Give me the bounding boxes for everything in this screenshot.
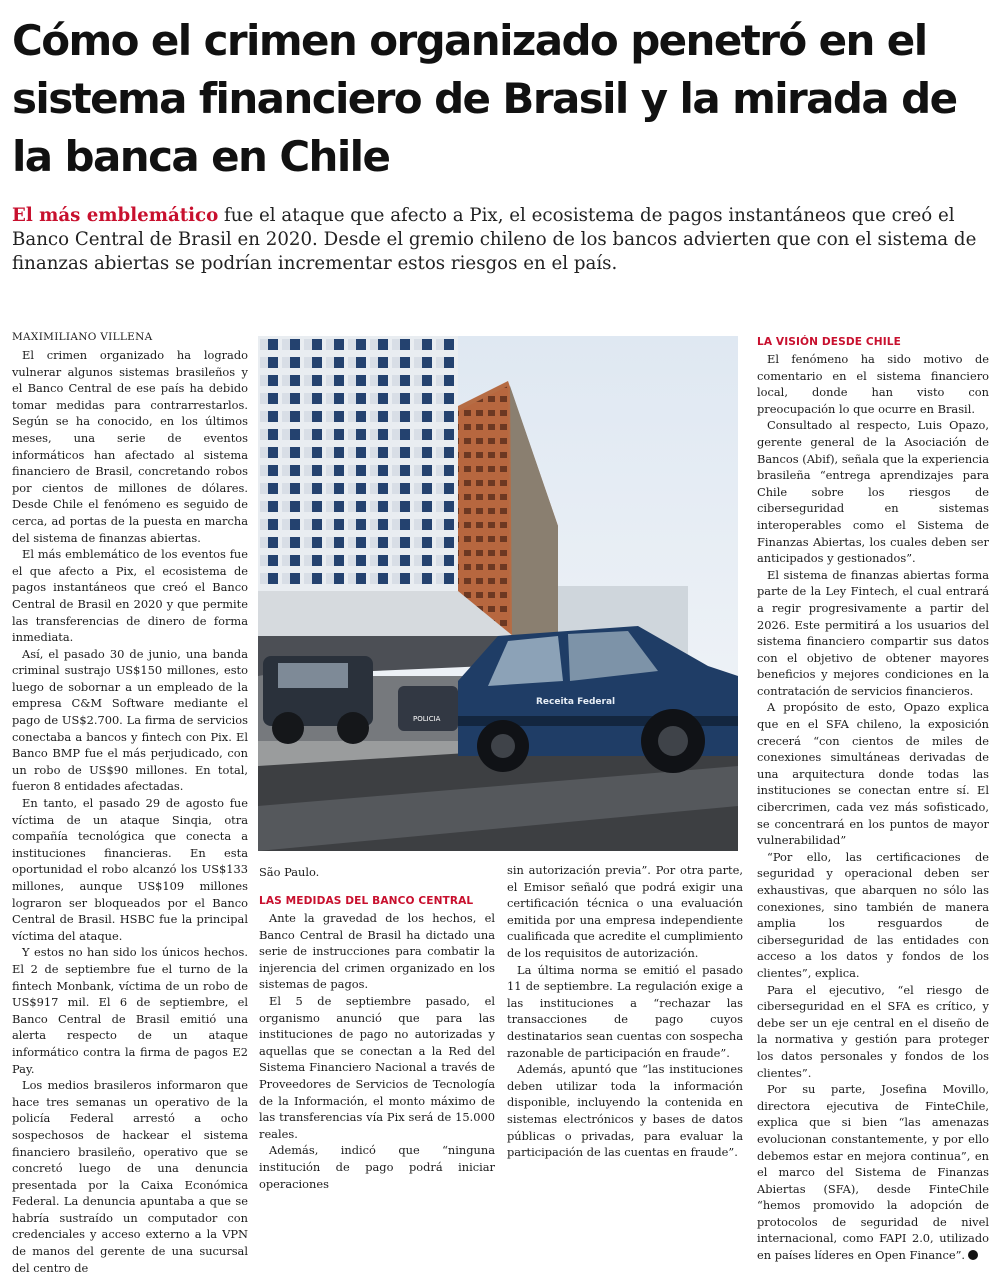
paragraph: Así, el pasado 30 de junio, una banda criminal sustrajo US$150 millones, esto luego de sobornar a un empleado de la empresa C&M Software mediante el pago de US$2.700. La firma de servicios conectaba a bancos y fintech con Pix. El Banco BMP fue el más perjudicado, con un robo de US$90 millones. En total, fueron 8 entidades afectadas.	[12, 646, 248, 794]
paragraph: Además, indicó que “ninguna institución de pago podrá iniciar operaciones	[259, 1143, 495, 1191]
paragraph-last	[757, 1081, 989, 1264]
paragraph: El crimen organizado ha logrado vulnerar algunos sistemas brasileños y el Banco Central de ese país ha debido tomar medidas para contrarrestarlos. Según se ha conocido, en los últimos meses, una serie de eventos informáticos han afectado al sistema financiero de Brasil, concretando robos por cientos de millones de dólares. Desde Chile el fenómeno es seguido de cerca, ad portas de la puesta en marcha del sistema de finanzas abiertas.	[12, 348, 248, 545]
paragraph: Consultado al respecto, Luis Opazo, gerente general de la Asociación de Bancos (Abif), señala que la experiencia brasileña “entrega aprendizajes para Chile sobre los riesgos de ciberseguridad en sistemas interoperables como el Sistema de Finanzas Abiertas, los cuales deben ser anticipados y gestionados”.	[757, 418, 989, 566]
column-1	[12, 330, 248, 1276]
paragraph: Y estos no han sido los únicos hechos. El 2 de septiembre fue el turno de la fintech Monbank, víctima de un robo de US$917 mil. El 6 de septiembre, el Banco Central de Brasil emitió una alerta respecto de un ataque informático contra la firma de pagos E2 Pay.	[12, 945, 248, 1076]
police-door-text: POLICIA	[413, 715, 441, 723]
paragraph: A propósito de esto, Opazo explica que en el SFA chileno, la exposición crecerá “con cientos de miles de conexiones simultáneas derivadas de una arquitectura donde todas las instituciones se conectan entre sí. El cibercrimen, cada vez más sofisticado, se concentrará en los puntos de mayor vulnerabilidad”	[757, 700, 989, 848]
paragraph: Ante la gravedad de los hechos, el Banco Central de Brasil ha dictado una serie de instrucciones para combatir la injerencia del crimen organizado en los sistemas de pagos.	[259, 911, 495, 992]
paragraph: Para el ejecutivo, “el riesgo de ciberseguridad en el SFA es crítico, y debe ser un eje central en el diseño de la normativa y gestión para proteger los datos personales y fondos de los clientes”.	[757, 982, 989, 1080]
deck-text: fue el ataque que afecto a Pix, el ecosistema de pagos instantáneos que creó el Banco Central de Brasil en 2020. Desde el gremio chileno de los bancos advierten que con el sistema de finanzas abiertas se podrían incrementar estos riesgos en el país.	[12, 205, 977, 274]
paragraph: En tanto, el pasado 29 de agosto fue víctima de un ataque Sinqia, otra compañía tecnológica que conecta a instituciones financieras. En esta oportunidad el robo alcanzó los US$133 millones, aunque US$109 millones lograron ser bloqueados por el Banco Central de Brasil. HSBC fue la principal víctima del ataque.	[12, 796, 248, 943]
deck-kicker: El más emblemático	[12, 205, 219, 226]
byline: MAXIMILIANO VILLENA	[12, 331, 153, 343]
paragraph: La última norma se emitió el pasado 11 de septiembre. La regulación exige a las instituciones a “rechazar las transacciones de pago cuyos destinatarios sean cuentas con sospecha razonable de participación en fraude”.	[507, 962, 743, 1060]
headline: Cómo el crimen organizado penetró en el sistema financiero de Brasil y la mirada de la banca en Chile	[12, 16, 957, 181]
photo-caption: São Paulo.	[259, 865, 320, 879]
vehicle-door-text: Receita Federal	[536, 697, 616, 707]
paragraph: Los medios brasileros informaron que hace tres semanas un operativo de la policía Federal arrestó a ocho sospechosos de hackear el sistema financiero brasileño, operativo que se concretó luego de una denuncia presentada por la Caixa Económica Federal. La denuncia apuntaba a que se habría sustraído un computador con credenciales y acceso externo a la VPN de manos del gerente de una sucursal del centro de	[12, 1078, 248, 1275]
end-of-article-dot-icon	[968, 1250, 978, 1260]
subhead: LAS MEDIDAS DEL BANCO CENTRAL	[259, 895, 474, 907]
deck	[12, 204, 987, 276]
paragraph: “Por ello, las certificaciones de seguridad y operacional deben ser exhaustivas, que abarquen no sólo las conexiones, sino también de manera amplia los resguardos de ciberseguridad de las entidades con acceso a los datos y fondos de los clientes”, explica.	[757, 849, 989, 980]
paragraph: sin autorización previa”. Por otra parte, el Emisor señaló que podrá exigir una certificación técnica o una evaluación emitida por una empresa independiente cualificada que acredite el cumplimiento de los requisitos de autorización.	[507, 863, 743, 960]
subhead: LA VISIÓN DESDE CHILE	[757, 336, 901, 348]
paragraph: El fenómeno ha sido motivo de comentario en el sistema financiero local, donde han visto con preocupación lo que ocurre en Brasil.	[757, 352, 989, 416]
paragraph: Además, apuntó que “las instituciones deben utilizar toda la información disponible, incluyendo la contenida en sistemas electrónicos y bases de datos públicas o privadas, para evaluar la participación de las cuentas en fraude”.	[507, 1062, 743, 1160]
paragraph: El 5 de septiembre pasado, el organismo anunció que para las instituciones de pago no autorizadas y aquellas que se conectan a la Red del Sistema Financiero Nacional a través de Proveedores de Servicios de Tecnología de la Información, el monto máximo de las transferencias vía Pix será de 15.000 reales.	[259, 993, 495, 1141]
paragraph: El sistema de finanzas abiertas forma parte de la Ley Fintech, el cual entrará a regir progresivamente a partir del 2026. Este permitirá a los usuarios del sistema financiero compartir sus datos con el objetivo de obtener mayores beneficios y mejores condiciones en la contratación de servicios financieros.	[757, 567, 989, 698]
column-3	[507, 862, 743, 1161]
column-2	[259, 893, 495, 1192]
column-4	[757, 334, 989, 1264]
paragraph-text: Por su parte, Josefina Movillo, directora ejecutiva de FinteChile, explica que si bien “las amenazas evolucionan constantemente, y por ello debemos estar en mejora continua”, en el marco del Sistema de Finanzas Abiertas (SFA), desde FinteChile “hemos promovido la adopción de protocolos de seguridad de nivel internacional, como FAPI 2.0, utilizado en países líderes en Open Finance”.	[757, 1082, 989, 1263]
article-photo	[258, 336, 738, 851]
paragraph: El más emblemático de los eventos fue el que afecto a Pix, el ecosistema de pagos instantáneos que creó el Banco Central de Brasil en 2020 y que permite las transferencias de dinero de forma inmediata.	[12, 547, 248, 645]
